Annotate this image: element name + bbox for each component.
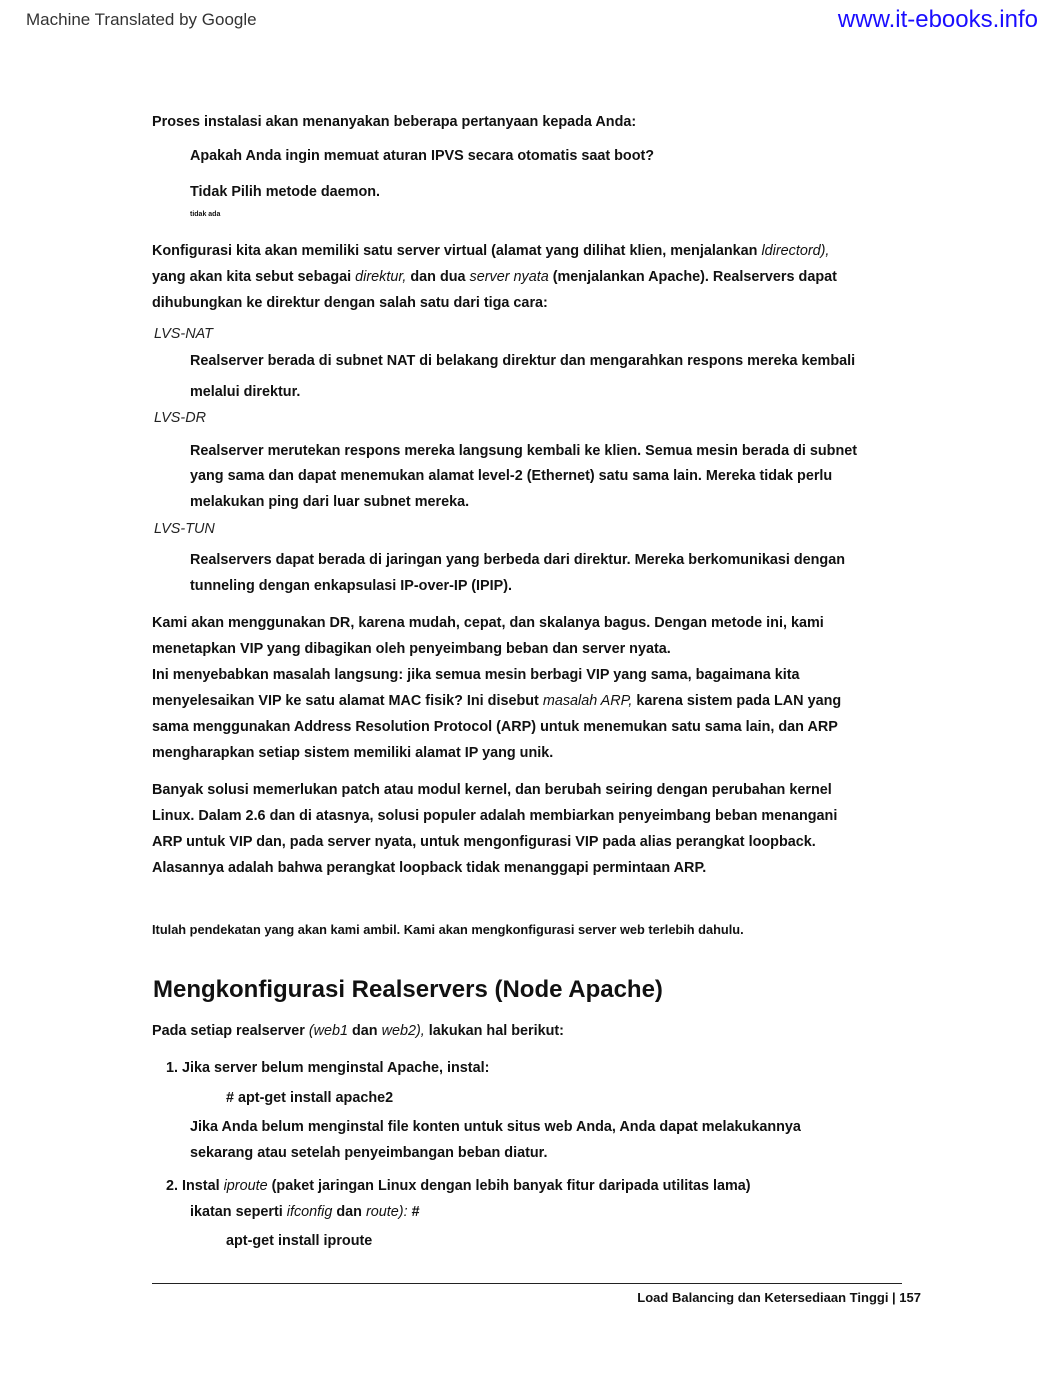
- footer-text: Load Balancing dan Ketersediaan Tinggi | 157: [637, 1290, 921, 1305]
- approach-text: Itulah pendekatan yang akan kami ambil. Kami akan mengkonfigurasi server web terlebih dahulu.: [152, 922, 744, 937]
- dr-line-6: mengharapkan setiap sistem memiliki alamat IP yang unik.: [152, 745, 554, 761]
- dr-line-3: Ini menyebabkan masalah langsung: jika semua mesin berbagi VIP yang sama, bagaimana kita: [152, 667, 800, 683]
- footer-rule: [152, 1283, 902, 1284]
- patch-line-2: Linux. Dalam 2.6 dan di atasnya, solusi populer adalah membiarkan penyeimbang beban menangani: [152, 808, 838, 824]
- intro-text: Proses instalasi akan menanyakan beberapa pertanyaan kepada Anda:: [152, 114, 637, 130]
- lvs-nat-line-1: Realserver berada di subnet NAT di belakang direktur dan mengarahkan respons mereka kembali: [190, 353, 856, 369]
- patch-line-1: Banyak solusi memerlukan patch atau modul kernel, dan berubah seiring dengan perubahan kernel: [152, 782, 832, 798]
- question-text: Apakah Anda ingin memuat aturan IPVS secara otomatis saat boot?: [190, 148, 655, 164]
- section-heading: Mengkonfigurasi Realservers (Node Apache): [153, 976, 663, 1003]
- machine-translated-label: Machine Translated by Google: [26, 10, 257, 29]
- step-1-note-1: Jika Anda belum menginstal file konten untuk situs web Anda, Anda dapat melakukannya: [190, 1119, 801, 1135]
- dr-line-4: menyelesaikan VIP ke satu alamat MAC fisik? Ini disebut masalah ARP, karena sistem pada LAN yang: [152, 693, 842, 709]
- patch-line-4: Alasannya adalah bahwa perangkat loopback tidak menanggapi permintaan ARP.: [152, 860, 707, 876]
- term-lvs-dr: LVS-DR: [154, 410, 206, 426]
- step-2: 2. Instal iproute (paket jaringan Linux dengan lebih banyak fitur daripada utilitas lama): [166, 1178, 751, 1194]
- daemon-text: Tidak Pilih metode daemon.: [190, 184, 381, 200]
- dr-line-1: Kami akan menggunakan DR, karena mudah, cepat, dan skalanya bagus. Dengan metode ini, kami: [152, 615, 824, 631]
- dr-line-2: menetapkan VIP yang dibagikan oleh penyeimbang beban dan server nyata.: [152, 641, 671, 657]
- step-1-command: # apt-get install apache2: [226, 1090, 394, 1106]
- step-2-command: apt-get install iproute: [226, 1233, 373, 1249]
- step-1: 1. Jika server belum menginstal Apache, instal:: [166, 1060, 490, 1076]
- lvs-dr-line-3: melakukan ping dari luar subnet mereka.: [190, 494, 470, 510]
- patch-line-3: ARP untuk VIP dan, pada server nyata, untuk mengonfigurasi VIP pada alias perangkat loopback.: [152, 834, 816, 850]
- each-realserver-text: Pada setiap realserver (web1 dan web2), lakukan hal berikut:: [152, 1023, 564, 1039]
- site-link[interactable]: www.it-ebooks.info: [837, 6, 1038, 33]
- config-line-2: yang akan kita sebut sebagai direktur, dan dua server nyata (menjalankan Apache). Realservers dapat: [152, 269, 837, 285]
- config-line-3: dihubungkan ke direktur dengan salah satu dari tiga cara:: [152, 295, 548, 311]
- lvs-dr-line-2: yang sama dan dapat menemukan alamat level-2 (Ethernet) satu sama lain. Mereka tidak perlu: [190, 468, 833, 484]
- tiny-note: tidak ada: [190, 211, 221, 218]
- dr-line-5: sama menggunakan Address Resolution Protocol (ARP) untuk menemukan satu sama lain, dan ARP: [152, 719, 838, 735]
- term-lvs-nat: LVS-NAT: [154, 326, 213, 342]
- config-line-1: Konfigurasi kita akan memiliki satu server virtual (alamat yang dilihat klien, menjalankan ldirectord),: [152, 243, 830, 259]
- step-1-note-2: sekarang atau setelah penyeimbangan beban diatur.: [190, 1145, 548, 1161]
- term-lvs-tun: LVS-TUN: [154, 521, 215, 537]
- lvs-dr-line-1: Realserver merutekan respons mereka langsung kembali ke klien. Semua mesin berada di subnet: [190, 443, 858, 459]
- lvs-nat-line-2: melalui direktur.: [190, 384, 301, 400]
- lvs-tun-line-2: tunneling dengan enkapsulasi IP-over-IP (IPIP).: [190, 578, 512, 594]
- lvs-tun-line-1: Realservers dapat berada di jaringan yang berbeda dari direktur. Mereka berkomunikasi dengan: [190, 552, 846, 568]
- step-2-line-2: ikatan seperti ifconfig dan route): #: [190, 1204, 420, 1220]
